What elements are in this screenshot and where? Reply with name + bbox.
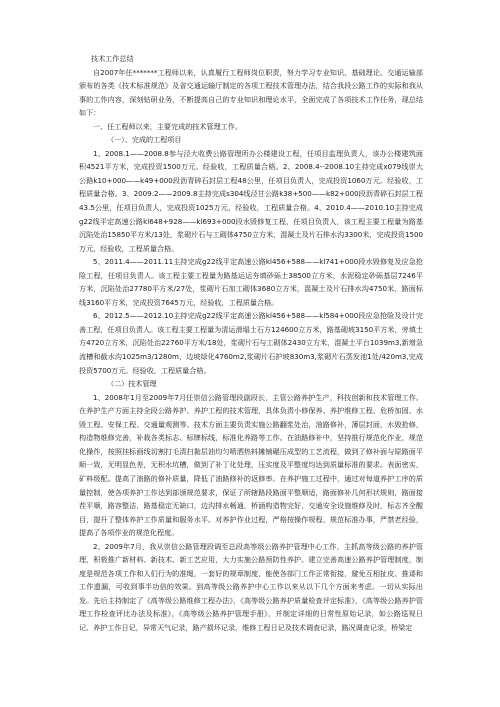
- section-heading-1: 一、任工程师以来，主要完成的技术管理工作。: [93, 121, 242, 131]
- paragraph-intro: 自2007年任*******工程师以来，认真履行工程师岗位职责，努力学习专业知识、基础理论、交通运输部颁布的各类《技术标准规范》及省交通运输厅制定的各项工程技术管理办法，结合我段公路工作的实际和我从事的工作内容，深刻钻研业务，不断提高自己的专业知识和理论水平，全面完成了各项技术工作任务，现总结如下：: [79, 67, 423, 118]
- paragraph-project-6: 6、2012.5——2012.10主持完成g22线平定高速公路kl456+588——kl584+000段应急抢险及设计完善工程，任项目负责人。该工程主要工程量为清运滑塌土石方124600立方米，路基砌坡3150平方米，旁填土方4720立方米，沉陷处治22760平方米/18处，浆砌片石与工砌体2430立方米，混凝土平台1039m3,新增急流槽和截水沟1025m3/1280m，边坡绿化4760m2,浆砌片石护坡830m3,浆砌片石蒸发池1处/420m3,完成投资5700万元。经验收，工程质量合格。: [79, 311, 423, 375]
- paragraph-project-5: 5、2011.4——2011.11主持完成g22线平定高速公路kl456+588——kl741+000段水毁修复及应急抢险工程，任项目负责人。该工程主要工程量为路基运运夯填砂砾土38500立方米，水泥稳定砂砾基层7246平方米，沉陷处治27780平方米/27处，浆砌片石加工砌体3680立方米，混凝土及片石排水沟4750米，路面标线3160平方米，完成投资7645万元，经验收，工程质量合格。: [79, 257, 423, 307]
- subsection-heading-management: （二）技术管理: [107, 379, 157, 389]
- paragraph-management-2: 2、2009年7月，我从崇信公路管理段调至总段高等级公路养护管理中心工作，主抓高等级公路的养护管理，积极推广新材料、新技术、新工艺应用，大力实施公路预防性养护。建立完善高速公路养护管理制度，制度是规范各项工作和人们行为的准绳，一套好的规章制度，能使各部门工作正常衔接，避免互相扯皮、推诿和工作遗漏，可收到事半功倍的效果。到高等级公路养护中心工作以来从以下几个方面来考虑。一切从实际出发。先后主持制定了《高等级公路维修工程办法》，《高等级公路养护质量检查评定标准》，《高等级公路养护管理工作检查评比办法及标准》，《高等级公路养护管理手册》，并制定详细的日常性原始记录，如公路巡视日记、养护工作日记，异常天气记录，路产损坏记录，维修工程日记及技术调查记录，路况调查记录，桥梁定: [79, 541, 423, 632]
- paragraph-management-1: 1、2008年1月至2009年7月任崇信公路管理段副段长，主管公路养护生产，科技创新和技术管理工作。在养护生产方面主持全段公路养护、养护工程的技术管理，具体负责小修保养、养护维修工程、危桥加固、水毁工程、安保工程、交通量观测等。技术方面主要负责实施公路翻浆处治，油路修补，薄层封面，水毁抢修，构造物维修完善，补栽各类标志、标牌标线，标准化养路等工作。在油路修补中，坚持推行规范化作业，规范化操作，按照挂标画线切割打毛清扫黏层油均匀喷洒热料摊铺碾压成型的工艺流程，做到了修补面与原路面平顺一致，无明显色差，无积水坑槽，做到了补丁化处理，压实度及平整度均达到质量标准的要求。表面密实，矿料级配。提高了油路的修补质量，降低了油路修补的返修率。在养护施工过程中，通过对每道养护工序的质量控制，使各项养护工作达到部颁规范要求，保证了所辖路段路面平整顺适，路面修补几何形状规则，路面接茬平顺，路容整洁，路基稳定无缺口，边沟排水畅通，桥涵构造物完好，交通安全设施维修及时，标志齐全醒目，提升了整体养护工作质量和服务水平。对养护作业过程，严格按操作规程、规范标准办事，严禁老经验，提高了各项作业的规范化程度。: [79, 392, 423, 538]
- document-body: [79, 52, 423, 635]
- paragraph-projects-1-4: 1、2008.1——2008.8参与泾大收费公路管理所办公楼建设工程，任项目监理负责人，该办公楼建筑面积4521平方米，完成投资1500万元。经验收，工程质量合格。2、2008.4--2008.10主持完成x079线崇大公路k10+000——k49+000段沥青碎石封层工程48公里，任项目负责人，完成投资1060万元。经验收，工程质量合格。3、2009.2——2009.8主持完成s304线泾甘公路k38+500——k82+000段沥青碎石封层工程43.5公里，任项目负责人，完成投资1025万元，经验收，工程质量合格。4、2010.4——2010.10主持完成g22线平定高速公路kl648+928——kl693+000段水毁修复工程，任项目负责人，该工程主要工程量为路基沉陷处治15850平方米/13处，浆砌片石与工砌体4750立方米，混凝土及片石排水沟3300米，完成投资1500万元，经验收，工程质量合格。: [79, 148, 423, 253]
- document-title: 技术工作总结: [91, 54, 134, 63]
- subsection-heading-projects: （一）、完成的工程项目: [107, 135, 182, 145]
